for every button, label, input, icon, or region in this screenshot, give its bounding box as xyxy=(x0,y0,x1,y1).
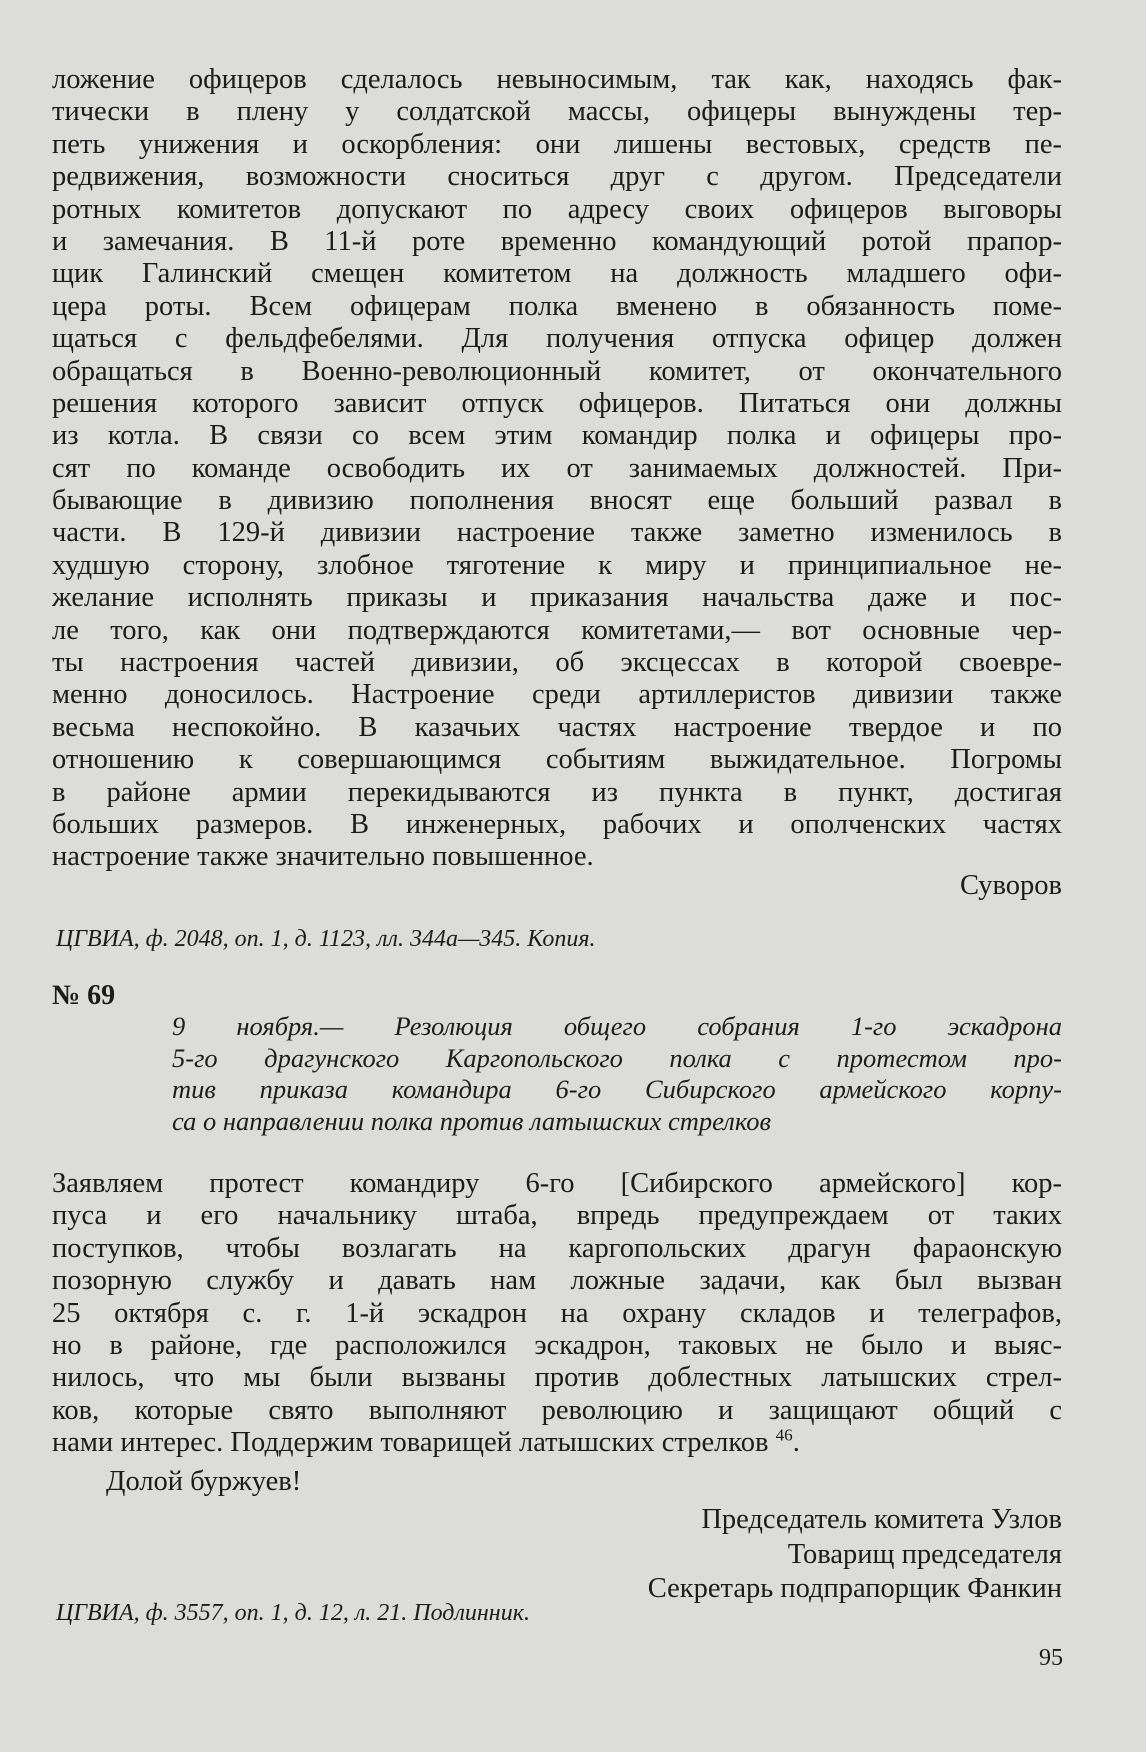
doc1-body-line: петь унижения и оскорбления: они лишены вестовых, средств пе- xyxy=(52,128,1062,160)
doc1-body-line: цера роты. Всем офицерам полка вменено в обязанность поме- xyxy=(52,290,1062,322)
doc1-source: ЦГВИА, ф. 2048, оп. 1, д. 1123, лл. 344а—345. Копия. xyxy=(56,926,596,952)
signature-line: Председатель комитета Узлов xyxy=(701,1504,1062,1535)
doc1-signature: Суворов xyxy=(959,870,1062,901)
doc2-closing: Долой буржуев! xyxy=(106,1466,302,1497)
doc1-body-line: настроение также значительно повышенное. xyxy=(52,841,594,873)
doc1-body-line: части. В 129-й дивизии настроение также заметно изменилось в xyxy=(52,517,1062,549)
doc1-body-line: худшую сторону, злобное тяготение к миру и принципиальное не- xyxy=(52,549,1062,581)
signature-line: Секретарь подпрапорщик Фанкин xyxy=(647,1573,1062,1604)
doc1-body-line: ты настроения частей дивизии, об эксцессах в которой своевре- xyxy=(52,647,1062,679)
signature-line: Товарищ председателя xyxy=(787,1538,1062,1570)
doc2-body-last-line xyxy=(52,1427,1062,1459)
doc2-body-line: поступков, чтобы возлагать на каргопольских драгун фараонскую xyxy=(52,1232,1062,1264)
doc1-body-line: обращаться в Военно-революционный комитет, от окончательного xyxy=(52,355,1062,387)
doc2-heading xyxy=(172,1011,1062,1137)
doc1-body-line: тически в плену у солдатской массы, офицеры вынуждены тер- xyxy=(52,96,1062,128)
doc2-body-last-line-text: нами интерес. Поддержим товарищей латышских стрелков xyxy=(52,1427,776,1459)
doc2-number: № 69 xyxy=(52,980,116,1011)
doc1-body-line: редвижения, возможности сноситься друг с другом. Председатели xyxy=(52,161,1062,193)
doc2-body-line: ков, которые свято выполняют революцию и защищают общий с xyxy=(52,1394,1062,1426)
doc1-body-line: менно доносилось. Настроение среди артиллеристов дивизии также xyxy=(52,679,1062,711)
doc1-body-line: ложение офицеров сделалось невыносимым, так как, находясь фак- xyxy=(52,64,1062,95)
doc1-body-line: весьма неспокойно. В казачьих частях настроение твердое и по xyxy=(52,711,1062,743)
doc1-body-line: решения которого зависит отпуск офицеров. Питаться они должны xyxy=(52,387,1062,419)
doc2-heading-line: тив приказа командира 6-го Сибирского армейского корпу- xyxy=(172,1074,1062,1104)
doc1-body-line: ротных комитетов допускают по адресу своих офицеров выговоры xyxy=(52,193,1062,225)
doc2-body-line: позорную службу и давать нам ложные задачи, как был вызван xyxy=(52,1265,1062,1297)
doc1-body-line: из котла. В связи со всем этим командир полка и офицеры про- xyxy=(52,420,1062,452)
doc2-heading-line: са о направлении полка против латышских стрелков xyxy=(172,1105,771,1136)
doc2-body-line: но в районе, где расположился эскадрон, таковых не было и выяс- xyxy=(52,1329,1062,1361)
doc2-source: ЦГВИА, ф. 3557, оп. 1, д. 12, л. 21. Подлинник. xyxy=(56,1600,530,1626)
doc1-body-line: щик Галинский смещен комитетом на должность младшего офи- xyxy=(52,258,1062,290)
doc2-body-text xyxy=(52,1168,1062,1460)
doc2-body-line: пуса и его начальнику штаба, впредь предупреждаем от таких xyxy=(52,1200,1062,1232)
doc2-body-line: Заявляем протест командиру 6-го [Сибирского армейского] кор- xyxy=(52,1168,1062,1199)
doc2-heading-line: 9 ноября.— Резолюция общего собрания 1-го эскадрона xyxy=(172,1011,1062,1041)
doc1-body-line: бывающие в дивизию пополнения вносят еще больший развал в xyxy=(52,485,1062,517)
doc1-body-text xyxy=(52,64,1062,874)
doc2-signatures xyxy=(648,1503,1062,1607)
doc1-body-line: и замечания. В 11-й роте временно командующий ротой прапор- xyxy=(52,225,1062,257)
doc2-body-last-line-end: . xyxy=(792,1427,800,1459)
doc1-body-line: ле того, как они подтверждаются комитетами,— вот основные чер- xyxy=(52,614,1062,646)
doc1-body-line: больших размеров. В инженерных, рабочих и ополченских частях xyxy=(52,808,1062,840)
doc1-body-line: в районе армии перекидываются из пункта в пункт, достигая xyxy=(52,776,1062,808)
footnote-mark[interactable]: 46 xyxy=(775,1425,793,1445)
doc1-body-line: желание исполнять приказы и приказания начальства даже и пос- xyxy=(52,582,1062,614)
doc2-body-line: нилось, что мы были вызваны против доблестных латышских стрел- xyxy=(52,1362,1062,1394)
doc1-body-line: щаться с фельдфебелями. Для получения отпуска офицер должен xyxy=(52,323,1062,355)
doc1-body-line: отношению к совершающимся событиям выжидательное. Погромы xyxy=(52,744,1062,776)
doc1-body-line: сят по команде освободить их от занимаемых должностей. При- xyxy=(52,452,1062,484)
page-number: 95 xyxy=(1039,1645,1063,1671)
doc2-body-line: 25 октября с. г. 1-й эскадрон на охрану складов и телеграфов, xyxy=(52,1297,1062,1329)
doc2-heading-line: 5-го драгунского Каргопольского полка с протестом про- xyxy=(172,1042,1062,1073)
